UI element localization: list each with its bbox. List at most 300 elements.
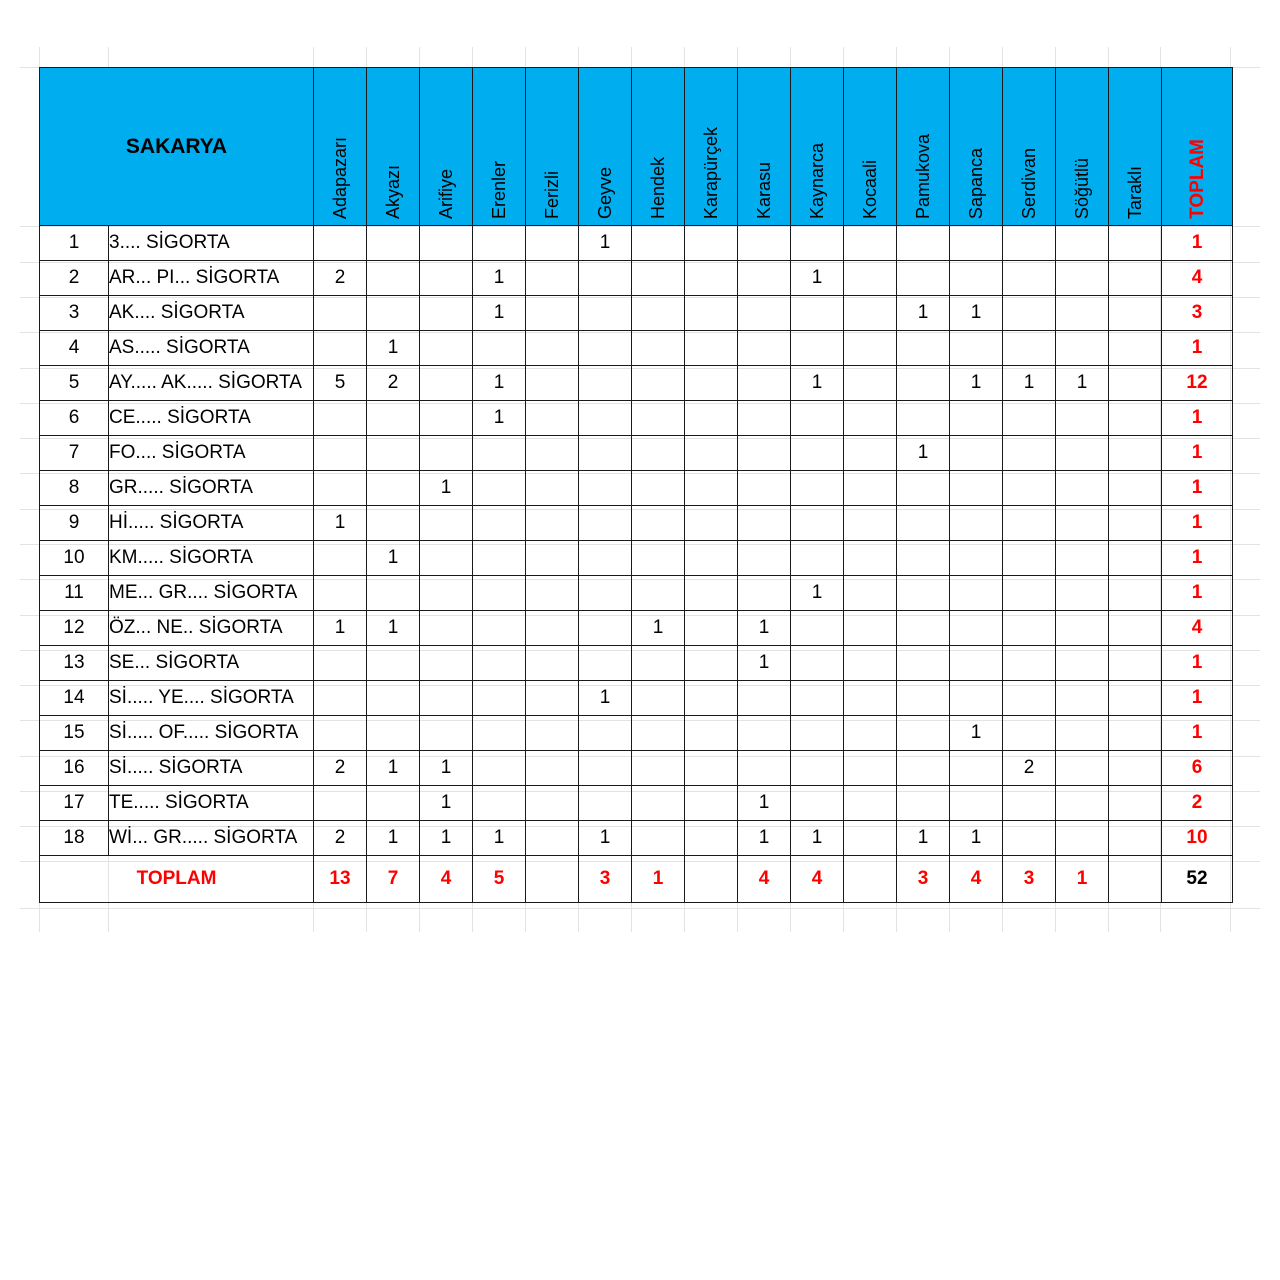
district-count-cell [844, 226, 897, 261]
district-count-cell [1109, 786, 1162, 821]
row-total: 1 [1162, 471, 1233, 506]
district-count-cell: 1 [738, 646, 791, 681]
district-count-cell [738, 471, 791, 506]
district-count-cell [897, 331, 950, 366]
district-count-cell [632, 471, 685, 506]
district-count-cell [1056, 611, 1109, 646]
district-count-cell [1109, 366, 1162, 401]
district-count-cell [950, 681, 1003, 716]
row-total: 2 [1162, 786, 1233, 821]
district-count-cell [367, 576, 420, 611]
district-count-cell [1109, 611, 1162, 646]
district-count-cell [420, 226, 473, 261]
company-name: Wİ... GR..... SİGORTA [109, 821, 314, 856]
sakarya-insurance-table [39, 67, 1233, 903]
district-count-cell [473, 576, 526, 611]
district-count-cell [526, 716, 579, 751]
district-count-cell [579, 751, 632, 786]
table-row [40, 506, 1233, 541]
district-count-cell [897, 786, 950, 821]
district-count-cell [685, 541, 738, 576]
district-count-cell [844, 576, 897, 611]
company-name: Sİ..... SİGORTA [109, 751, 314, 786]
district-count-cell [579, 541, 632, 576]
district-count-cell: 1 [420, 786, 473, 821]
company-name: SE... SİGORTA [109, 646, 314, 681]
district-count-cell [367, 716, 420, 751]
district-count-cell [1003, 786, 1056, 821]
row-number: 18 [40, 821, 109, 856]
column-header-district [314, 68, 367, 226]
district-count-cell [1056, 786, 1109, 821]
district-count-cell [579, 401, 632, 436]
district-count-cell [685, 261, 738, 296]
company-name: Sİ..... YE.... SİGORTA [109, 681, 314, 716]
district-count-cell [1003, 506, 1056, 541]
district-count-cell [1056, 821, 1109, 856]
district-count-cell [473, 646, 526, 681]
district-count-cell: 1 [897, 821, 950, 856]
district-count-cell [1003, 821, 1056, 856]
district-count-cell: 1 [579, 681, 632, 716]
district-count-cell [844, 541, 897, 576]
district-count-cell [844, 611, 897, 646]
district-count-cell [579, 366, 632, 401]
district-count-cell: 1 [897, 436, 950, 471]
company-name: TE..... SİGORTA [109, 786, 314, 821]
column-header-district [632, 68, 685, 226]
sheet-gridline [20, 908, 1260, 909]
district-count-cell [420, 331, 473, 366]
district-count-cell [526, 541, 579, 576]
row-number: 16 [40, 751, 109, 786]
column-header-label: Karasu [754, 161, 774, 219]
table-row [40, 366, 1233, 401]
row-number: 5 [40, 366, 109, 401]
district-count-cell [632, 646, 685, 681]
row-number: 2 [40, 261, 109, 296]
district-count-cell [791, 751, 844, 786]
district-count-cell [1109, 506, 1162, 541]
column-total-cell: 3 [1003, 856, 1056, 903]
district-count-cell [473, 506, 526, 541]
column-total-cell: 7 [367, 856, 420, 903]
district-count-cell [1109, 541, 1162, 576]
district-count-cell [314, 786, 367, 821]
district-count-cell [685, 401, 738, 436]
district-count-cell [844, 751, 897, 786]
district-count-cell [314, 331, 367, 366]
column-header-label: Serdivan [1019, 147, 1039, 219]
table-row [40, 576, 1233, 611]
district-count-cell [526, 576, 579, 611]
district-count-cell [1056, 436, 1109, 471]
column-total-cell [1109, 856, 1162, 903]
district-count-cell [685, 506, 738, 541]
district-count-cell: 1 [473, 401, 526, 436]
district-count-cell [526, 296, 579, 331]
district-count-cell [1109, 296, 1162, 331]
row-number: 4 [40, 331, 109, 366]
district-count-cell [844, 261, 897, 296]
district-count-cell [897, 646, 950, 681]
row-number: 6 [40, 401, 109, 436]
district-count-cell [526, 611, 579, 646]
district-count-cell: 1 [791, 261, 844, 296]
district-count-cell [791, 786, 844, 821]
district-count-cell [791, 611, 844, 646]
district-count-cell [632, 401, 685, 436]
district-count-cell [685, 471, 738, 506]
district-count-cell [1109, 821, 1162, 856]
district-count-cell [738, 401, 791, 436]
row-number: 7 [40, 436, 109, 471]
district-count-cell [526, 401, 579, 436]
district-count-cell [950, 786, 1003, 821]
district-count-cell [526, 786, 579, 821]
district-count-cell: 2 [314, 821, 367, 856]
district-count-cell [791, 716, 844, 751]
district-count-cell [420, 296, 473, 331]
district-count-cell [1056, 331, 1109, 366]
company-name: AK.... SİGORTA [109, 296, 314, 331]
district-count-cell [738, 366, 791, 401]
district-count-cell [844, 331, 897, 366]
district-count-cell [1056, 471, 1109, 506]
row-number: 9 [40, 506, 109, 541]
total-row-label: TOPLAM [40, 856, 314, 903]
row-total: 10 [1162, 821, 1233, 856]
district-count-cell [526, 751, 579, 786]
row-total: 1 [1162, 401, 1233, 436]
row-total: 1 [1162, 646, 1233, 681]
district-count-cell [314, 471, 367, 506]
district-count-cell [844, 401, 897, 436]
table-row [40, 646, 1233, 681]
district-count-cell [473, 716, 526, 751]
district-count-cell [526, 681, 579, 716]
district-count-cell [632, 331, 685, 366]
district-count-cell [738, 506, 791, 541]
column-header-district [685, 68, 738, 226]
district-count-cell: 5 [314, 366, 367, 401]
row-number: 8 [40, 471, 109, 506]
district-count-cell [685, 226, 738, 261]
district-count-cell [1109, 226, 1162, 261]
district-count-cell [791, 646, 844, 681]
company-name: CE..... SİGORTA [109, 401, 314, 436]
column-header-district [420, 68, 473, 226]
district-count-cell: 1 [950, 821, 1003, 856]
district-count-cell [473, 436, 526, 471]
company-name: AY..... AK..... SİGORTA [109, 366, 314, 401]
district-count-cell [420, 401, 473, 436]
district-count-cell: 1 [579, 226, 632, 261]
district-count-cell [632, 296, 685, 331]
district-count-cell: 2 [367, 366, 420, 401]
district-count-cell [367, 471, 420, 506]
district-count-cell [632, 261, 685, 296]
district-count-cell [1003, 331, 1056, 366]
column-total-cell: 3 [579, 856, 632, 903]
district-count-cell [579, 296, 632, 331]
table-row [40, 261, 1233, 296]
district-count-cell [579, 471, 632, 506]
district-count-cell: 1 [473, 366, 526, 401]
district-count-cell [1003, 226, 1056, 261]
table-row [40, 751, 1233, 786]
row-number: 11 [40, 576, 109, 611]
district-count-cell [367, 226, 420, 261]
district-count-cell: 1 [473, 296, 526, 331]
district-count-cell [685, 436, 738, 471]
district-count-cell [420, 611, 473, 646]
district-count-cell: 2 [314, 751, 367, 786]
district-count-cell [738, 541, 791, 576]
district-count-cell [685, 646, 738, 681]
column-header-district [1003, 68, 1056, 226]
district-count-cell [738, 226, 791, 261]
district-count-cell [844, 366, 897, 401]
district-count-cell [526, 331, 579, 366]
column-total-cell: 4 [420, 856, 473, 903]
district-count-cell [473, 751, 526, 786]
district-count-cell [1109, 751, 1162, 786]
district-count-cell [950, 646, 1003, 681]
company-name: AR... PI... SİGORTA [109, 261, 314, 296]
row-number: 12 [40, 611, 109, 646]
district-count-cell [791, 436, 844, 471]
column-total-cell: 13 [314, 856, 367, 903]
district-count-cell [738, 261, 791, 296]
district-count-cell [685, 751, 738, 786]
district-count-cell: 1 [1056, 366, 1109, 401]
district-count-cell [632, 821, 685, 856]
district-count-cell [420, 646, 473, 681]
district-count-cell [420, 716, 473, 751]
column-header-label: Arifiye [436, 168, 456, 219]
column-header-label: Geyve [595, 166, 615, 219]
column-total-cell: 5 [473, 856, 526, 903]
column-total-cell: 4 [791, 856, 844, 903]
table-row [40, 611, 1233, 646]
column-header-total [1162, 68, 1233, 226]
column-header-label: Ferizli [542, 171, 562, 219]
district-count-cell [1056, 541, 1109, 576]
district-count-cell [791, 331, 844, 366]
district-count-cell [473, 611, 526, 646]
district-count-cell [579, 576, 632, 611]
district-count-cell [685, 821, 738, 856]
district-count-cell [950, 226, 1003, 261]
table-row [40, 681, 1233, 716]
table-row [40, 226, 1233, 261]
district-count-cell [685, 611, 738, 646]
district-count-cell: 1 [314, 611, 367, 646]
company-name: Sİ..... OF..... SİGORTA [109, 716, 314, 751]
district-count-cell [791, 226, 844, 261]
row-number: 14 [40, 681, 109, 716]
district-count-cell [950, 576, 1003, 611]
column-header-total-label: TOPLAM [1186, 139, 1208, 219]
district-count-cell: 1 [1003, 366, 1056, 401]
district-count-cell [685, 296, 738, 331]
column-total-cell: 3 [897, 856, 950, 903]
row-number: 1 [40, 226, 109, 261]
district-count-cell: 1 [367, 611, 420, 646]
district-count-cell [579, 646, 632, 681]
row-total: 4 [1162, 611, 1233, 646]
row-number: 13 [40, 646, 109, 681]
district-count-cell [897, 366, 950, 401]
district-count-cell [367, 681, 420, 716]
column-header-district [950, 68, 1003, 226]
district-count-cell [685, 786, 738, 821]
district-count-cell [950, 611, 1003, 646]
company-name: ÖZ... NE.. SİGORTA [109, 611, 314, 646]
district-count-cell [367, 786, 420, 821]
district-count-cell [1056, 576, 1109, 611]
district-count-cell [473, 226, 526, 261]
district-count-cell [1003, 611, 1056, 646]
district-count-cell [1109, 471, 1162, 506]
district-count-cell [685, 576, 738, 611]
column-total-cell [526, 856, 579, 903]
district-count-cell [1003, 261, 1056, 296]
district-count-cell [314, 681, 367, 716]
district-count-cell: 1 [738, 821, 791, 856]
company-name: 3.... SİGORTA [109, 226, 314, 261]
district-count-cell [526, 506, 579, 541]
row-total: 1 [1162, 576, 1233, 611]
district-count-cell [897, 471, 950, 506]
district-count-cell: 1 [420, 471, 473, 506]
row-total: 4 [1162, 261, 1233, 296]
column-total-cell: 4 [738, 856, 791, 903]
district-count-cell [579, 716, 632, 751]
district-count-cell [738, 681, 791, 716]
company-name: Hİ..... SİGORTA [109, 506, 314, 541]
district-count-cell [632, 436, 685, 471]
district-count-cell [473, 471, 526, 506]
row-total: 1 [1162, 436, 1233, 471]
company-name: AS..... SİGORTA [109, 331, 314, 366]
district-count-cell [579, 786, 632, 821]
column-header-label: Adapazarı [330, 136, 350, 219]
column-header-label: Pamukova [913, 133, 933, 219]
row-number: 3 [40, 296, 109, 331]
district-count-cell [844, 506, 897, 541]
district-count-cell [1109, 401, 1162, 436]
district-count-cell [420, 366, 473, 401]
district-count-cell [367, 296, 420, 331]
column-header-label: Söğütlü [1072, 157, 1092, 219]
row-total: 1 [1162, 681, 1233, 716]
district-count-cell [1109, 436, 1162, 471]
table-row [40, 716, 1233, 751]
table-row [40, 401, 1233, 436]
district-count-cell [844, 296, 897, 331]
district-count-cell [473, 681, 526, 716]
district-count-cell [791, 681, 844, 716]
column-header-label: Kocaali [860, 159, 880, 219]
district-count-cell [738, 576, 791, 611]
district-count-cell [632, 541, 685, 576]
district-count-cell [314, 576, 367, 611]
district-count-cell [1056, 751, 1109, 786]
district-count-cell: 1 [791, 821, 844, 856]
column-header-district [473, 68, 526, 226]
district-count-cell [897, 576, 950, 611]
district-count-cell [738, 436, 791, 471]
district-count-cell [367, 261, 420, 296]
district-count-cell [1003, 401, 1056, 436]
column-header-district [579, 68, 632, 226]
district-count-cell [1109, 576, 1162, 611]
district-count-cell [897, 716, 950, 751]
district-count-cell [1003, 541, 1056, 576]
table-row [40, 436, 1233, 471]
district-count-cell [897, 681, 950, 716]
district-count-cell: 1 [473, 821, 526, 856]
district-count-cell [685, 716, 738, 751]
column-header-district [1056, 68, 1109, 226]
district-count-cell [420, 506, 473, 541]
district-count-cell [314, 296, 367, 331]
district-count-cell [314, 716, 367, 751]
column-header-label: Hendek [648, 156, 668, 219]
column-header-district [738, 68, 791, 226]
district-count-cell [526, 261, 579, 296]
row-total: 3 [1162, 296, 1233, 331]
district-count-cell [632, 681, 685, 716]
district-count-cell [844, 681, 897, 716]
header-row [40, 68, 1233, 226]
district-count-cell [844, 716, 897, 751]
table-row [40, 331, 1233, 366]
district-count-cell [367, 646, 420, 681]
column-header-district [791, 68, 844, 226]
district-count-cell [1056, 296, 1109, 331]
column-header-district [897, 68, 950, 226]
district-count-cell [314, 541, 367, 576]
district-count-cell: 1 [367, 331, 420, 366]
district-count-cell [632, 786, 685, 821]
district-count-cell [473, 541, 526, 576]
district-count-cell [526, 366, 579, 401]
district-count-cell [844, 646, 897, 681]
district-count-cell [526, 471, 579, 506]
row-total: 6 [1162, 751, 1233, 786]
row-total: 1 [1162, 226, 1233, 261]
row-total: 1 [1162, 506, 1233, 541]
column-header-district [1109, 68, 1162, 226]
column-header-district [526, 68, 579, 226]
row-number: 17 [40, 786, 109, 821]
column-total-cell [844, 856, 897, 903]
district-count-cell [1109, 646, 1162, 681]
district-count-cell [897, 751, 950, 786]
column-total-cell: 1 [632, 856, 685, 903]
district-count-cell [1056, 716, 1109, 751]
district-count-cell [579, 611, 632, 646]
table-row [40, 296, 1233, 331]
table-row [40, 541, 1233, 576]
district-count-cell [632, 716, 685, 751]
column-total-cell: 4 [950, 856, 1003, 903]
district-count-cell [420, 261, 473, 296]
district-count-cell [1003, 576, 1056, 611]
